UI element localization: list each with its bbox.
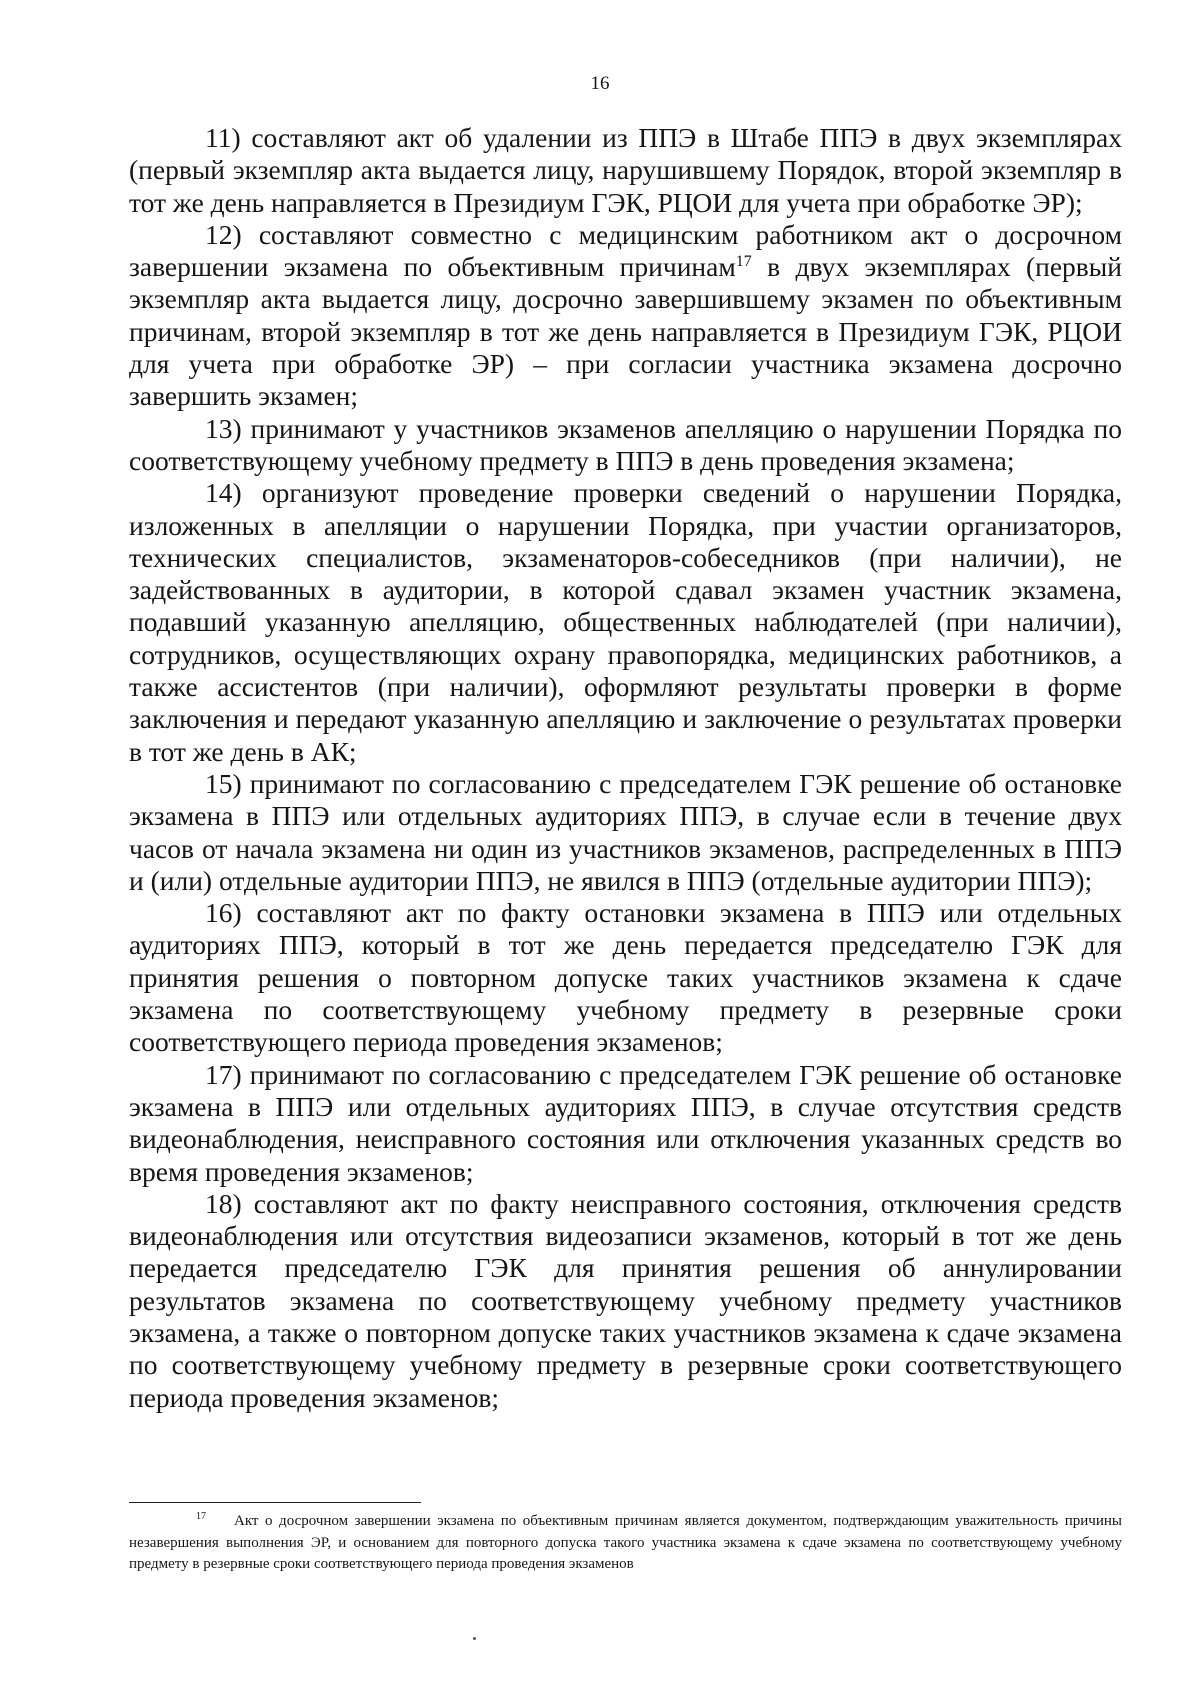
list-item-12-text-after: в двух экземплярах (первый экземпляр акта выдается лицу, досрочно завершившему экзамен по объективным причинам, второй экземпляр в тот же день направляется в Президиум ГЭК, РЦОИ для учета при обработке ЭР) – при согласии участника экзамена досрочно завершить экзамен; [129, 251, 1122, 412]
list-item-13: 13) принимают у участников экзаменов апелляцию о нарушении Порядка по соответствующему учебному предмету в ППЭ в день проведения экзамена; [129, 412, 1122, 476]
scan-artifact [473, 1637, 476, 1640]
list-item-17: 17) принимают по согласованию с председателем ГЭК решение об остановке экзамена в ППЭ или отдельных аудиториях ППЭ, в случае отсутствия средств видеонаблюдения, неисправного состояния или отключения указанных средств во время проведения экзаменов; [129, 1058, 1122, 1187]
list-item-12 [129, 219, 1122, 413]
document-body [129, 122, 1122, 1414]
list-item-18: 18) составляют акт по факту неисправного состояния, отключения средств видеонаблюдения или отсутствия видеозаписи экзаменов, который в тот же день передается председателю ГЭК для принятия решения об аннулировании результатов экзамена по соответствующему учебному предмету участников экзамена, а также о повторном допуске таких участников экзамена к сдаче экзамена по соответствующему учебному предмету в резервные сроки соответствующего периода проведения экзаменов; [129, 1187, 1122, 1413]
page-number: 16 [590, 73, 610, 94]
footnote-mark: 17 [196, 1511, 206, 1522]
footnote-separator [129, 1502, 421, 1503]
list-item-15: 15) принимают по согласованию с председателем ГЭК решение об остановке экзамена в ППЭ или отдельных аудиториях ППЭ, в случае если в течение двух часов от начала экзамена ни один из участников экзаменов, распределенных в ППЭ и (или) отдельные аудитории ППЭ, не явился в ППЭ (отдельные аудитории ППЭ); [129, 767, 1122, 896]
footnote [129, 1511, 1122, 1576]
footnote-text: Акт о досрочном завершении экзамена по объективным причинам является документом, подтверждающим уважительность причины незавершения выполнения ЭР, и основанием для повторного допуска такого участника экзамена к сдаче экзамена по соответствующему учебному предмету в резервные сроки соответствующего периода проведения экзаменов [129, 1513, 1122, 1572]
list-item-16: 16) составляют акт по факту остановки экзамена в ППЭ или отдельных аудиториях ППЭ, который в тот же день передается председателю ГЭК для принятия решения о повторном допуске таких участников экзамена к сдаче экзамена по соответствующему учебному предмету в резервные сроки соответствующего периода проведения экзаменов; [129, 897, 1122, 1058]
list-item-14: 14) организуют проведение проверки сведений о нарушении Порядка, изложенных в апелляции о нарушении Порядка, при участии организаторов, технических специалистов, экзаменаторов-собеседников (при наличии), не задействованных в аудитории, в которой сдавал экзамен участник экзамена, подавший указанную апелляцию, общественных наблюдателей (при наличии), сотрудников, осуществляющих охрану правопорядка, медицинских работников, а также ассистентов (при наличии), оформляют результаты проверки в форме заключения и передают указанную апелляцию и заключение о результатах проверки в тот же день в АК; [129, 477, 1122, 767]
list-item-11: 11) составляют акт об удалении из ППЭ в Штабе ППЭ в двух экземплярах (первый экземпляр акта выдается лицу, нарушившему Порядок, второй экземпляр в тот же день направляется в Президиум ГЭК, РЦОИ для учета при обработке ЭР); [129, 122, 1122, 218]
footnote-reference[interactable]: 17 [735, 253, 752, 271]
list-item-12-text-before: 12) составляют совместно с медицинским работником акт о досрочном завершении экзамена по объективным причинам [129, 218, 1122, 283]
